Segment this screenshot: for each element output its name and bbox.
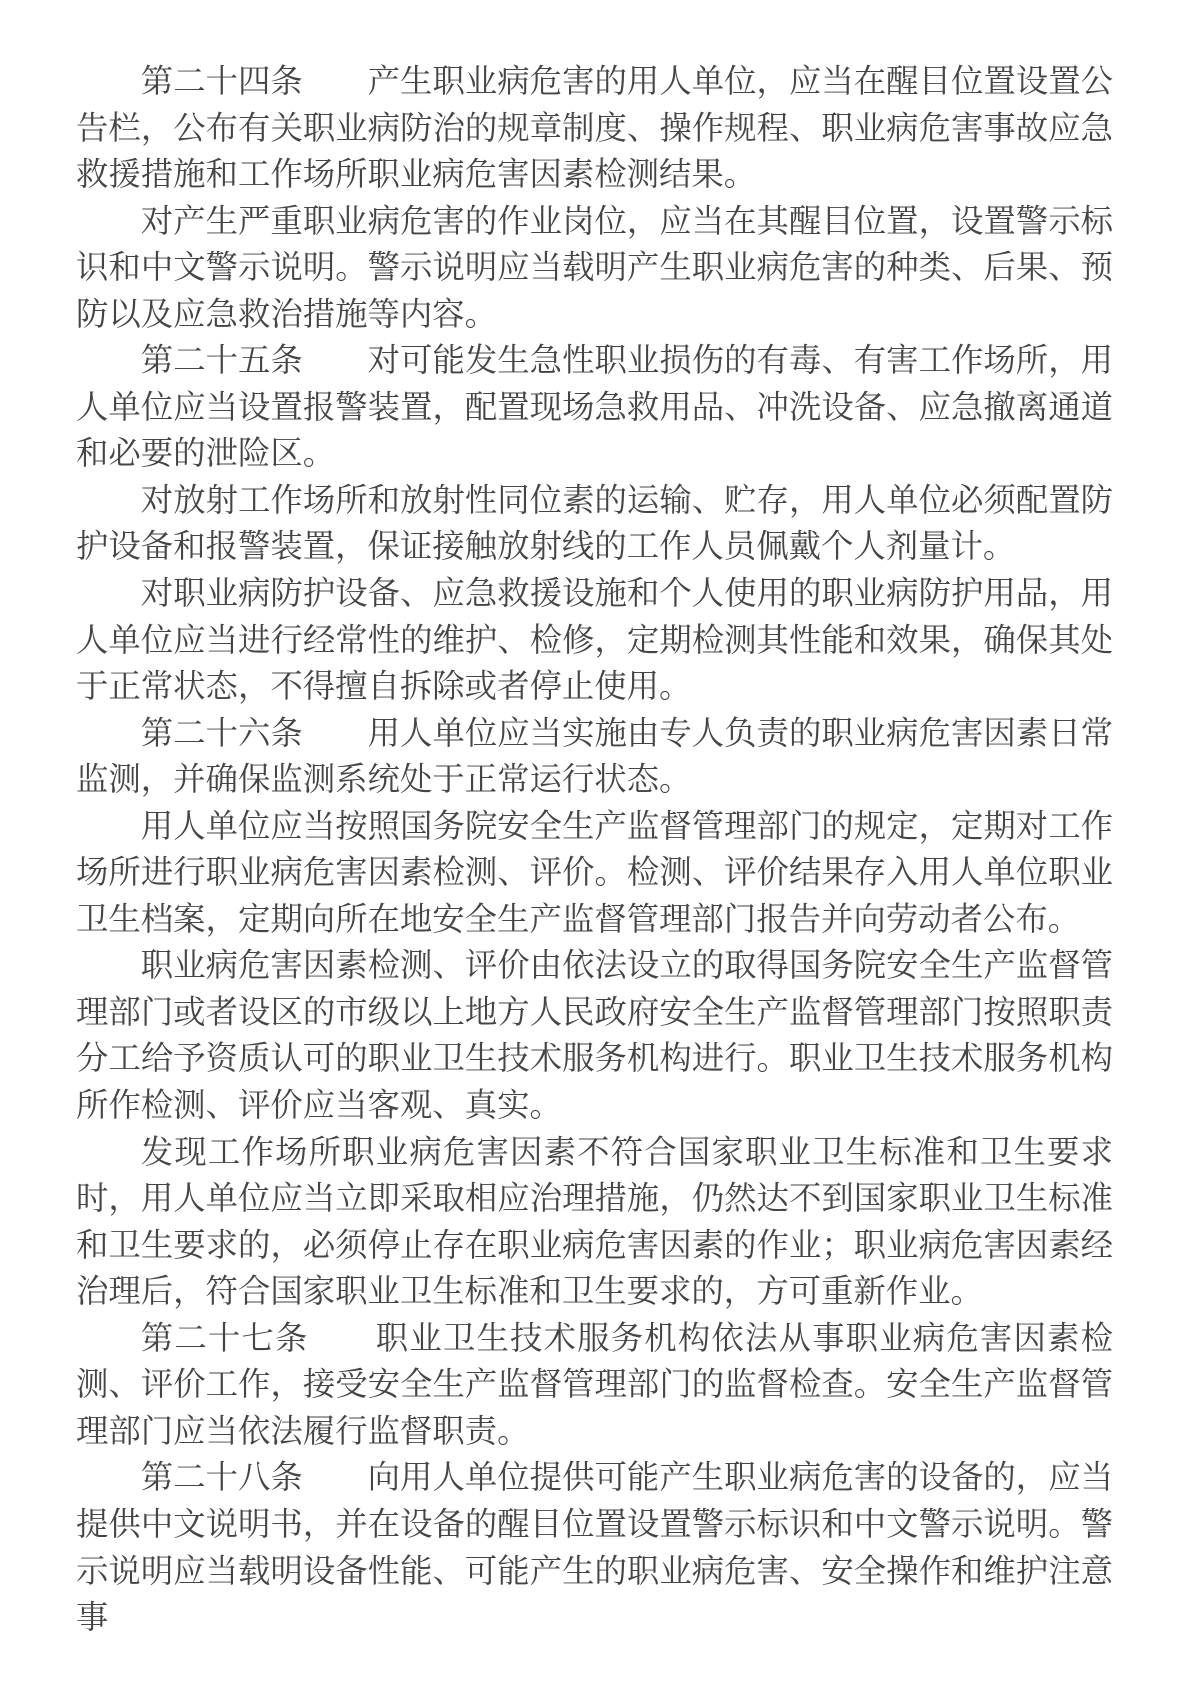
legal-paragraph: 对放射工作场所和放射性同位素的运输、贮存，用人单位必须配置防护设备和报警装置，保证接触放射线的工作人员佩戴个人剂量计。	[76, 481, 1113, 565]
legal-paragraph: 对职业病防护设备、应急救援设施和个人使用的职业病防护用品，用人单位应当进行经常性的维护、检修，定期检测其性能和效果，确保其处于正常状态，不得擅自拆除或者停止使用。	[76, 575, 1113, 705]
legal-paragraph: 第二十四条 产生职业病危害的用人单位，应当在醒目位置设置公告栏，公布有关职业病防治的规章制度、操作规程、职业病危害事故应急救援措施和工作场所职业病危害因素检测结果。	[76, 63, 1113, 193]
legal-paragraph: 第二十五条 对可能发生急性职业损伤的有毒、有害工作场所，用人单位应当设置报警装置，配置现场急救用品、冲洗设备、应急撤离通道和必要的泄险区。	[76, 342, 1113, 472]
legal-paragraph: 第二十七条 职业卫生技术服务机构依法从事职业病危害因素检测、评价工作，接受安全生产监督管理部门的监督检查。安全生产监督管理部门应当依法履行监督职责。	[76, 1319, 1113, 1449]
legal-paragraph: 用人单位应当按照国务院安全生产监督管理部门的规定，定期对工作场所进行职业病危害因素检测、评价。检测、评价结果存入用人单位职业卫生档案，定期向所在地安全生产监督管理部门报告并向劳动者公布。	[76, 807, 1113, 937]
legal-paragraph: 对产生严重职业病危害的作业岗位，应当在其醒目位置，设置警示标识和中文警示说明。警示说明应当载明产生职业病危害的种类、后果、预防以及应急救治措施等内容。	[76, 202, 1113, 332]
legal-paragraph: 发现工作场所职业病危害因素不符合国家职业卫生标准和卫生要求时，用人单位应当立即采取相应治理措施，仍然达不到国家职业卫生标准和卫生要求的，必须停止存在职业病危害因素的作业；职业病危害因素经治理后，符合国家职业卫生标准和卫生要求的，方可重新作业。	[76, 1133, 1113, 1310]
legal-paragraph: 第二十六条 用人单位应当实施由专人负责的职业病危害因素日常监测，并确保监测系统处于正常运行状态。	[76, 714, 1113, 798]
legal-paragraph: 第二十八条 向用人单位提供可能产生职业病危害的设备的，应当提供中文说明书，并在设备的醒目位置设置警示标识和中文警示说明。警示说明应当载明设备性能、可能产生的职业病危害、安全操作和维护注意事	[76, 1459, 1113, 1636]
legal-paragraph: 职业病危害因素检测、评价由依法设立的取得国务院安全生产监督管理部门或者设区的市级以上地方人民政府安全生产监督管理部门按照职责分工给予资质认可的职业卫生技术服务机构进行。职业卫生技术服务机构所作检测、评价应当客观、真实。	[76, 947, 1113, 1124]
